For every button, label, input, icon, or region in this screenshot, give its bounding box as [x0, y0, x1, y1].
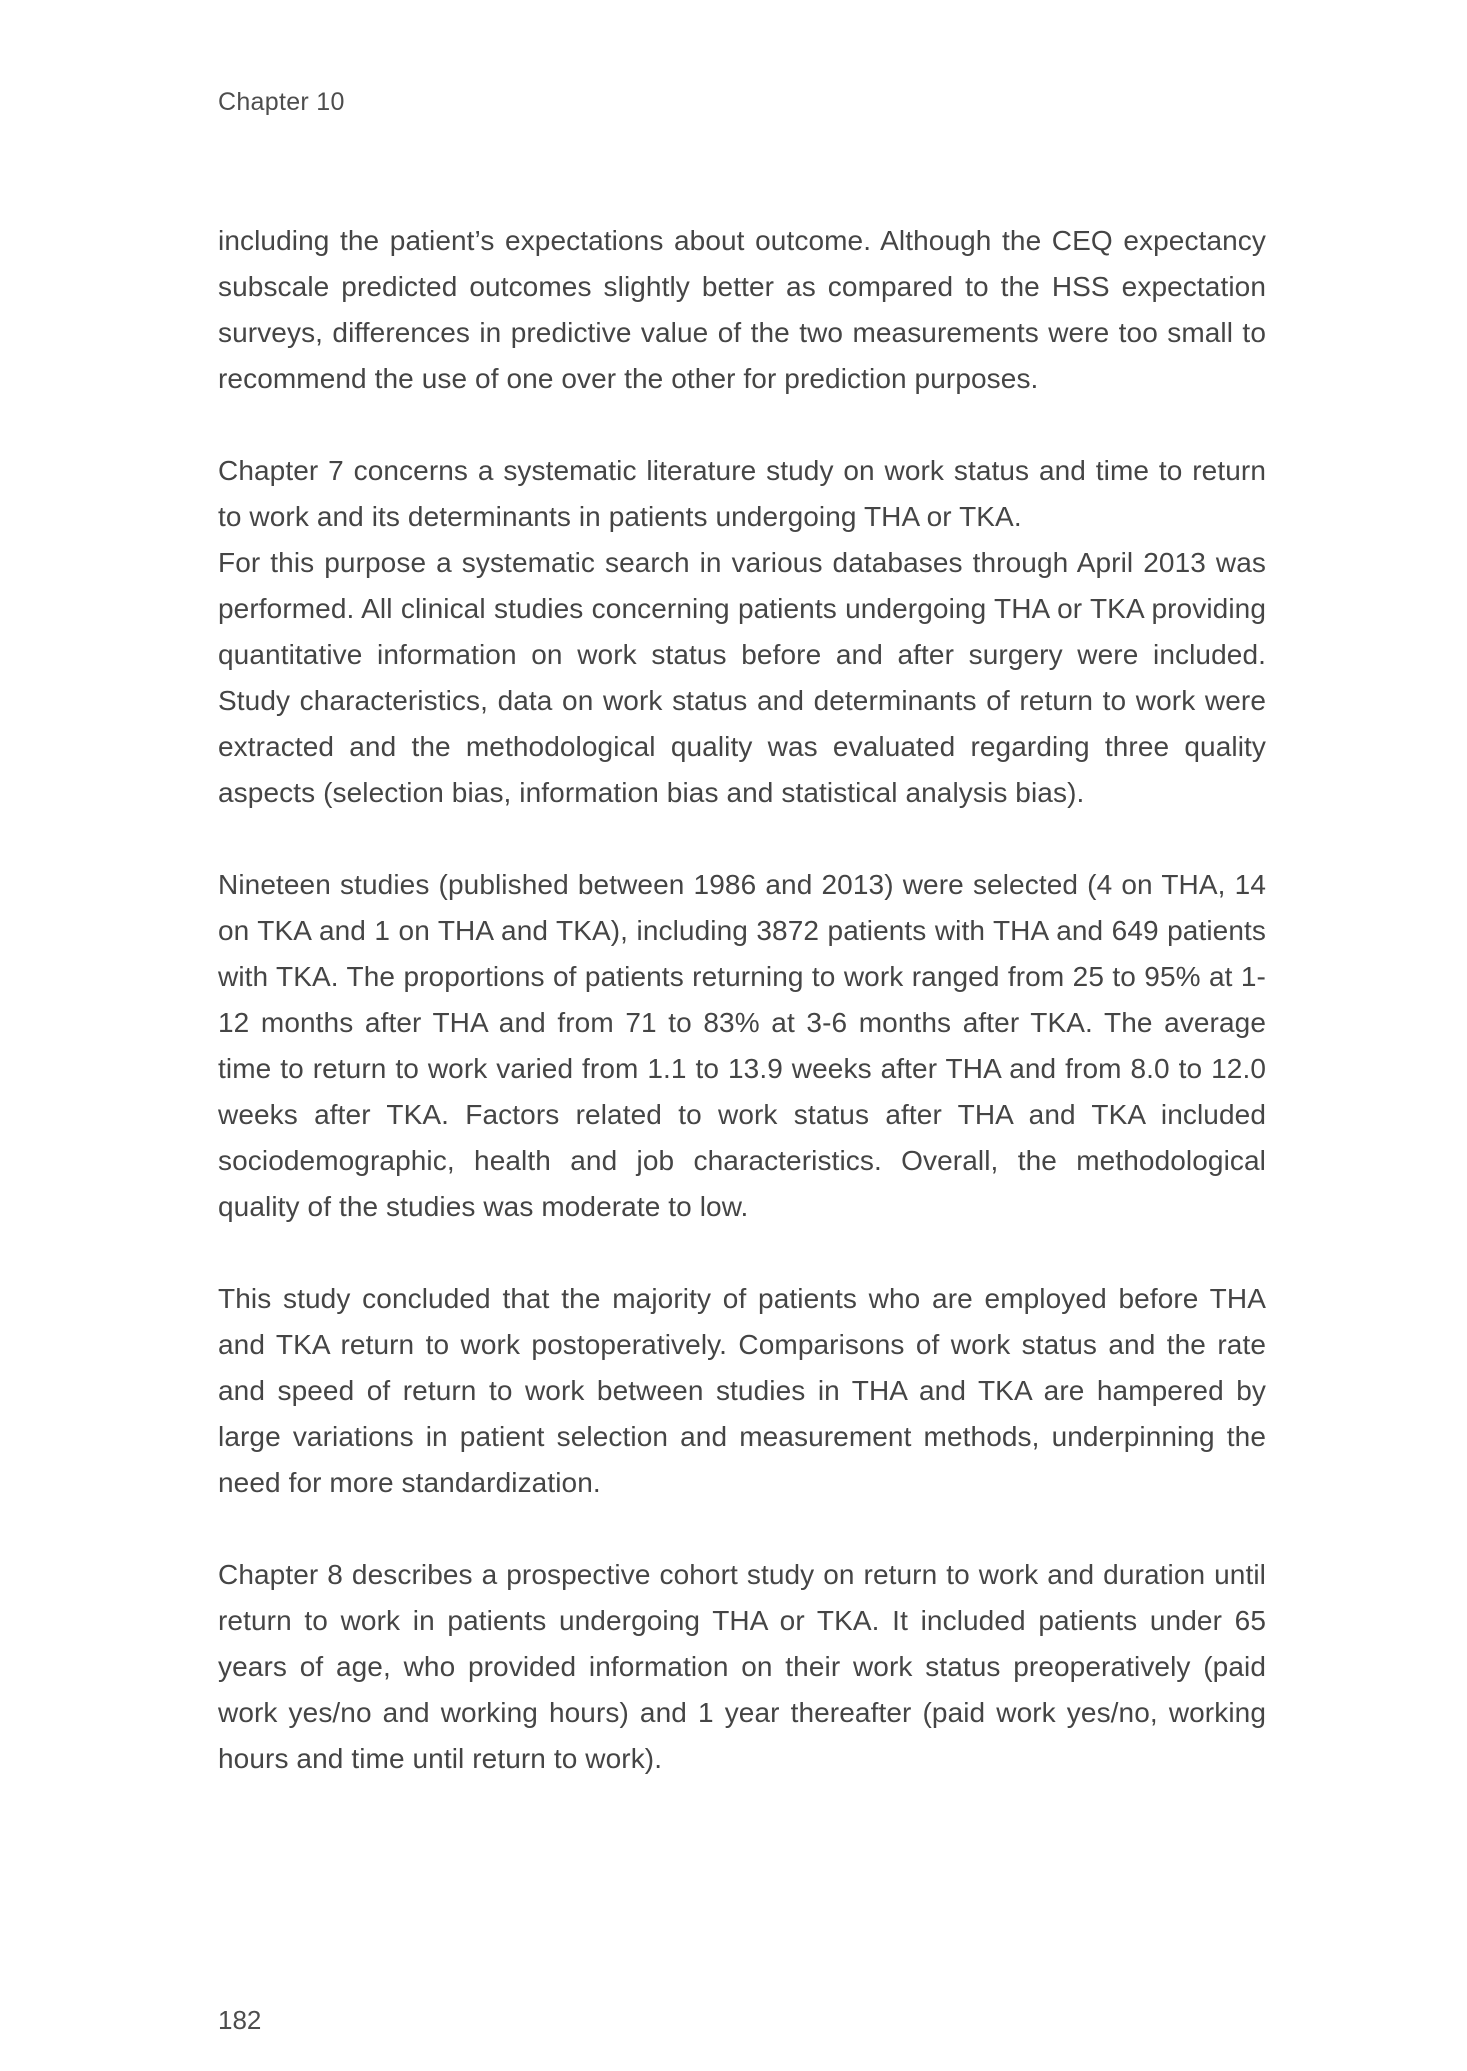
page-number: 182 [218, 2005, 262, 2035]
paragraph: Chapter 7 concerns a systematic literature study on work status and time to return to work and its determinants in patients undergoing THA or TKA. [218, 455, 1266, 532]
chapter-header: Chapter 10 [218, 88, 345, 116]
paragraph: Chapter 8 describes a prospective cohort study on return to work and duration until return to work in patients undergoing THA or TKA. It included patients under 65 years of age, who provided information on their work status preoperatively (paid work yes/no and working hours) and 1 year thereafter (paid work yes/no, working hours and time until return to work). [218, 1559, 1266, 1774]
paragraph: including the patient’s expectations about outcome. Although the CEQ expectancy subscale predicted outcomes slightly better as compared to the HSS expectation surveys, differences in predictive value of the two measurements were too small to recommend the use of one over the other for prediction purposes. [218, 225, 1266, 394]
paragraph: Nineteen studies (published between 1986 and 2013) were selected (4 on THA, 14 on TKA and 1 on THA and TKA), including 3872 patients with THA and 649 patients with TKA. The proportions of patients returning to work ranged from 25 to 95% at 1-12 months after THA and from 71 to 83% at 3-6 months after TKA. The average time to return to work varied from 1.1 to 13.9 weeks after THA and from 8.0 to 12.0 weeks after TKA. Factors related to work status after THA and TKA included sociodemographic, health and job characteristics. Overall, the methodological quality of the studies was moderate to low. [218, 869, 1266, 1222]
body-paragraphs [218, 218, 1266, 1782]
paragraph: For this purpose a systematic search in various databases through April 2013 was performed. All clinical studies concerning patients undergoing THA or TKA providing quantitative information on work status before and after surgery were included. Study characteristics, data on work status and determinants of return to work were extracted and the methodological quality was evaluated regarding three quality aspects (selection bias, information bias and statistical analysis bias). [218, 547, 1266, 808]
paragraph: This study concluded that the majority of patients who are employed before THA and TKA return to work postoperatively. Comparisons of work status and the rate and speed of return to work between studies in THA and TKA are hampered by large variations in patient selection and measurement methods, underpinning the need for more standardization. [218, 1283, 1266, 1498]
